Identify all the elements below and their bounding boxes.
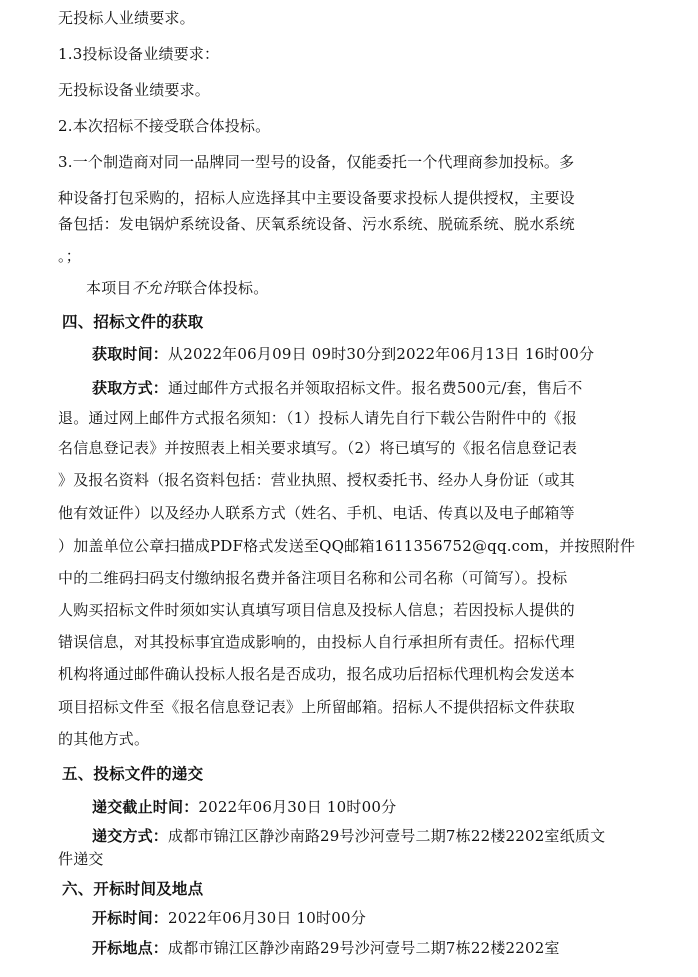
- section4-method: [92, 378, 672, 398]
- section6-time: [92, 908, 672, 928]
- section4-method-label: 获取方式：: [92, 379, 169, 397]
- project-note-prefix: 本项目: [86, 279, 132, 297]
- section6-time-value: 2022年06月30日 10时00分: [168, 909, 366, 927]
- text-line: 2.本次招标不接受联合体投标。: [58, 117, 271, 135]
- section4-time-label: 获取时间：: [92, 345, 169, 363]
- text-line: 备包括：发电锅炉系统设备、厌氧系统设备、污水系统、脱硫系统、脱水系统: [58, 215, 575, 233]
- project-note: [86, 278, 666, 298]
- section6-heading: 六、开标时间及地点: [62, 880, 204, 898]
- section5-heading: 五、投标文件的递交: [62, 765, 204, 783]
- section5-method-label: 递交方式：: [92, 827, 169, 845]
- section4-method-line: 错误信息，对其投标事宜造成影响的，由投标人自行承担所有责任。招标代理: [58, 633, 575, 651]
- section4-method-line: 中的二维码扫码支付缴纳报名费并备注项目名称和公司名称（可简写）。投标: [58, 569, 568, 587]
- section5-deadline-label: 递交截止时间：: [92, 798, 199, 816]
- section4-method-line: 机构将通过邮件确认投标人报名是否成功，报名成功后招标代理机构会发送本: [58, 665, 575, 683]
- text-line: 无投标设备业绩要求。: [58, 81, 211, 99]
- section4-time: [92, 344, 672, 364]
- project-note-suffix: 联合体投标。: [177, 279, 269, 297]
- section4-method-line: 他有效证件）以及经办人联系方式（姓名、手机、电话、传真以及电子邮箱等: [58, 504, 575, 522]
- section4-method-line: 退。通过网上邮件方式报名须知：（1）投标人请先自行下载公告附件中的《报: [58, 409, 578, 427]
- text-line: 无投标人业绩要求。: [58, 9, 195, 27]
- section4-method-line: 通过邮件方式报名并领取招标文件。报名费500元/套，售后不: [168, 379, 583, 397]
- section4-method-line: 项目招标文件至《报名信息登记表》上所留邮箱。招标人不提供招标文件获取: [58, 698, 575, 716]
- section4-time-value: 从2022年06月09日 09时30分到2022年06月13日 16时00分: [168, 345, 595, 363]
- section6-time-label: 开标时间：: [92, 909, 169, 927]
- text-line: 。；: [58, 247, 81, 265]
- section4-method-line: ）加盖单位公章扫描成PDF格式发送至QQ邮箱1611356752@qq.com，并按照附件: [58, 537, 636, 555]
- section6-place-label: 开标地点：: [92, 939, 169, 957]
- section5-deadline: [92, 797, 672, 817]
- section5-method: [92, 826, 672, 846]
- section6-place-value: 成都市锦江区静沙南路29号沙河壹号二期7栋22楼2202室: [168, 939, 560, 957]
- section6-place: [92, 938, 672, 958]
- text-line: 种设备打包采购的，招标人应选择其中主要设备要求投标人提供授权，主要设: [58, 189, 575, 207]
- section5-method-value: 成都市锦江区静沙南路29号沙河壹号二期7栋22楼2202室纸质文: [168, 827, 606, 845]
- section4-method-line: 的其他方式。: [58, 730, 150, 748]
- section5-method-cont: 件递交: [58, 850, 104, 868]
- text-line: 1.3投标设备业绩要求：: [58, 45, 220, 63]
- section4-heading: 四、招标文件的获取: [62, 313, 204, 331]
- project-note-emphasis: 不允许: [131, 279, 178, 297]
- section4-method-line: 人购买招标文件时须如实认真填写项目信息及投标人信息；若因投标人提供的: [58, 601, 575, 619]
- section5-deadline-value: 2022年06月30日 10时00分: [198, 798, 397, 816]
- text-line: 3.一个制造商对同一品牌同一型号的设备，仅能委托一个代理商参加投标。多: [58, 153, 575, 171]
- section4-method-line: 》及报名资料（报名资料包括：营业执照、授权委托书、经办人身份证（或其: [58, 471, 575, 489]
- section4-method-line: 名信息登记表》并按照表上相关要求填写。（2）将已填写的《报名信息登记表: [58, 439, 578, 457]
